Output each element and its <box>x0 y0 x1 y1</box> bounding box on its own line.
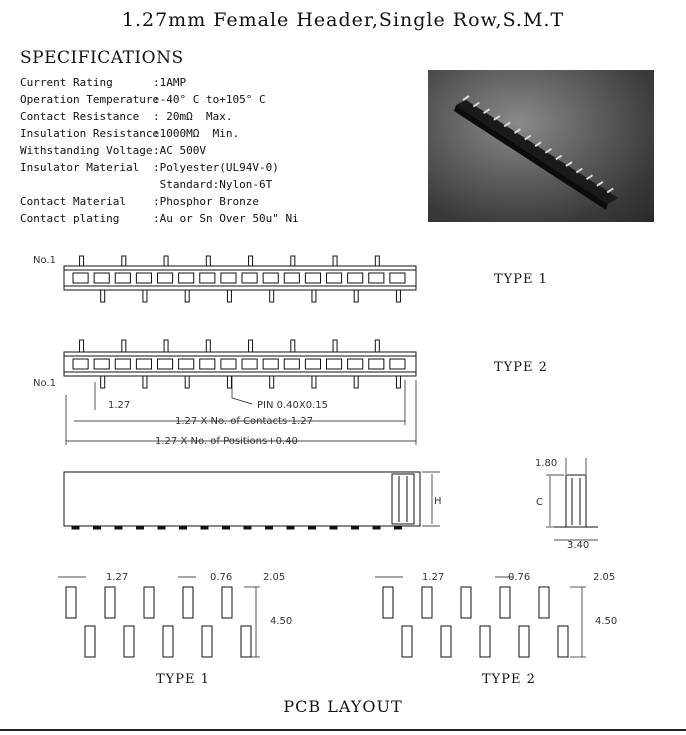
pcb-pad-top <box>539 587 549 618</box>
pin-dim-label: PIN 0.40X0.15 <box>257 400 329 411</box>
contact-cavity <box>327 273 342 283</box>
pcb-type2-label: TYPE 2 <box>482 672 536 687</box>
contact-cavity <box>221 359 236 369</box>
side-body <box>64 472 420 526</box>
spec-value: :1000MΩ Min. <box>153 127 240 140</box>
pitch-dim-label: 1.27 <box>108 400 131 411</box>
spec-label: Withstanding Voltage <box>20 144 153 157</box>
contact-pin <box>122 256 126 266</box>
contact-cavity <box>94 273 109 283</box>
pcb1-row-span-label: 4.50 <box>270 616 293 627</box>
contact-cavity <box>284 273 299 283</box>
spec-value: Standard:Nylon-6T <box>153 178 273 191</box>
contact-cavity <box>305 273 320 283</box>
spec-label: Contact Material <box>20 195 126 208</box>
page-title: 1.27mm Female Header,Single Row,S.M.T <box>121 9 565 31</box>
pcb-pad-bottom <box>480 626 490 657</box>
pcb-pad-top <box>222 587 232 618</box>
contact-cavity <box>390 359 405 369</box>
side-pin-foot <box>115 526 122 529</box>
side-pin-foot <box>180 526 187 529</box>
pcb-pad-bottom <box>441 626 451 657</box>
pcb-pad-bottom <box>241 626 251 657</box>
contact-pin <box>312 376 316 388</box>
side-pin-foot <box>94 526 101 529</box>
side-pin-foot <box>395 526 402 529</box>
contact-pin <box>206 256 210 266</box>
side-view <box>64 472 440 529</box>
pcb-pad-top <box>461 587 471 618</box>
side-pin-foot <box>287 526 294 529</box>
contact-cavity <box>305 359 320 369</box>
pcb2-pad-width-label: 0.76 <box>508 572 531 583</box>
height-dim-label: H <box>434 496 442 507</box>
side-pin-foot <box>373 526 380 529</box>
contact-cavity <box>115 273 130 283</box>
contact-cavity <box>115 359 130 369</box>
top-width-dim-label: 1.80 <box>535 458 558 469</box>
pcb1-pitch-label: 1.27 <box>106 572 129 583</box>
pcb-pad-bottom <box>402 626 412 657</box>
type1-label: TYPE 1 <box>494 272 548 287</box>
side-pin-foot <box>137 526 144 529</box>
contact-pin <box>185 376 189 388</box>
contact-pin <box>354 376 358 388</box>
contact-cavity <box>242 273 257 283</box>
contact-pin <box>80 340 84 352</box>
contact-pin <box>80 256 84 266</box>
side-pin-foot <box>201 526 208 529</box>
c-dim-label: C <box>536 497 543 508</box>
end-foot-right <box>586 522 598 527</box>
contact-pin <box>333 256 337 266</box>
contact-pin <box>122 340 126 352</box>
contact-pin <box>270 376 274 388</box>
spec-value: :1AMP <box>153 76 187 89</box>
contact-pin <box>291 256 295 266</box>
pcb-pad-bottom <box>558 626 568 657</box>
pcb-layout-type2 <box>375 577 586 657</box>
pcb-pad-bottom <box>202 626 212 657</box>
contact-pin <box>227 376 231 388</box>
contact-cavity <box>369 359 384 369</box>
spec-value: : 20mΩ Max. <box>153 110 233 123</box>
contact-cavity <box>136 359 151 369</box>
spec-label: Current Rating <box>20 76 113 89</box>
contact-cavity <box>263 359 278 369</box>
contact-pin <box>206 340 210 352</box>
side-pin-foot <box>330 526 337 529</box>
spec-label: Contact Resistance <box>20 110 140 123</box>
pcb1-pad-len-label: 2.05 <box>263 572 286 583</box>
positions-dim-label: 1.27 X No. of Positions+0.40 <box>155 436 298 447</box>
contact-pin <box>143 290 147 302</box>
contact-pin <box>164 256 168 266</box>
side-pin-foot <box>158 526 165 529</box>
contact-cavity <box>221 273 236 283</box>
end-section-view <box>546 458 598 540</box>
contact-cavity <box>94 359 109 369</box>
spec-value: :Phosphor Bronze <box>153 195 259 208</box>
spec-label: Insulator Material <box>20 161 140 174</box>
contact-pin <box>333 340 337 352</box>
base-width-dim-label: 3.40 <box>567 540 590 551</box>
contact-cavity <box>284 359 299 369</box>
spec-value: :AC 500V <box>153 144 206 157</box>
pcb-layout-heading: PCB LAYOUT <box>283 697 403 716</box>
side-pin-foot <box>352 526 359 529</box>
contact-cavity <box>200 359 215 369</box>
side-pin-foot <box>223 526 230 529</box>
contact-cavity <box>200 273 215 283</box>
contact-cavity <box>369 273 384 283</box>
contact-pin <box>101 376 105 388</box>
pcb-pad-top <box>144 587 154 618</box>
contact-cavity <box>390 273 405 283</box>
pcb-pad-bottom <box>85 626 95 657</box>
contact-cavity <box>158 359 173 369</box>
contact-pin <box>185 290 189 302</box>
contact-pin <box>375 340 379 352</box>
pcb-pad-top <box>183 587 193 618</box>
pcb-layout-type1 <box>58 577 260 657</box>
type1-top-view <box>64 256 416 302</box>
spec-value: :-40° C to+105° C <box>153 93 266 106</box>
pcb-pad-bottom <box>124 626 134 657</box>
specs-heading: SPECIFICATIONS <box>20 48 184 68</box>
contact-cavity <box>73 273 88 283</box>
contact-cavity <box>327 359 342 369</box>
contact-cavity <box>73 359 88 369</box>
pcb1-pad-width-label: 0.76 <box>210 572 233 583</box>
spec-value: :Au or Sn Over 50u" Ni <box>153 212 299 225</box>
spec-value: :Polyester(UL94V-0) <box>153 161 279 174</box>
end-body <box>566 475 586 527</box>
type2-top-view <box>64 340 416 445</box>
no1-label-type1: No.1 <box>33 255 56 266</box>
contact-pin <box>249 340 253 352</box>
pcb-pad-top <box>105 587 115 618</box>
leader-line <box>232 376 252 404</box>
contact-cavity <box>348 359 363 369</box>
pcb-pad-top <box>66 587 76 618</box>
type2-label: TYPE 2 <box>494 360 548 375</box>
contact-pin <box>375 256 379 266</box>
no1-label-type2: No.1 <box>33 378 56 389</box>
contact-cavity <box>263 273 278 283</box>
pcb-pad-bottom <box>163 626 173 657</box>
pcb2-pad-len-label: 2.05 <box>593 572 616 583</box>
pcb-pad-top <box>383 587 393 618</box>
pcb-type1-label: TYPE 1 <box>156 672 210 687</box>
contact-pin <box>143 376 147 388</box>
contact-cavity <box>158 273 173 283</box>
contact-pin <box>396 290 400 302</box>
contact-pin <box>354 290 358 302</box>
side-pin-foot <box>266 526 273 529</box>
contacts-dim-label: 1.27 X No. of Contacts-1.27 <box>175 416 314 427</box>
side-pin-foot <box>309 526 316 529</box>
spec-label: Insulation Resistance <box>20 127 160 140</box>
spec-label: Contact plating <box>20 212 120 225</box>
contact-cavity <box>179 359 194 369</box>
contact-pin <box>227 290 231 302</box>
pcb-pad-top <box>500 587 510 618</box>
contact-cavity <box>348 273 363 283</box>
pcb-pad-top <box>422 587 432 618</box>
side-pin-foot <box>72 526 79 529</box>
pcb2-pitch-label: 1.27 <box>422 572 445 583</box>
contact-pin <box>291 340 295 352</box>
contact-pin <box>312 290 316 302</box>
contact-cavity <box>242 359 257 369</box>
pcb2-row-span-label: 4.50 <box>595 616 618 627</box>
contact-pin <box>396 376 400 388</box>
spec-label: Operation Temperature <box>20 93 160 106</box>
contact-cavity <box>136 273 151 283</box>
side-pin-foot <box>244 526 251 529</box>
contact-pin <box>270 290 274 302</box>
contact-cavity <box>179 273 194 283</box>
contact-pin <box>101 290 105 302</box>
pcb-pad-bottom <box>519 626 529 657</box>
side-section <box>392 474 414 524</box>
bottom-rule <box>0 729 686 731</box>
end-foot-left <box>554 522 566 527</box>
contact-pin <box>249 256 253 266</box>
contact-pin <box>164 340 168 352</box>
